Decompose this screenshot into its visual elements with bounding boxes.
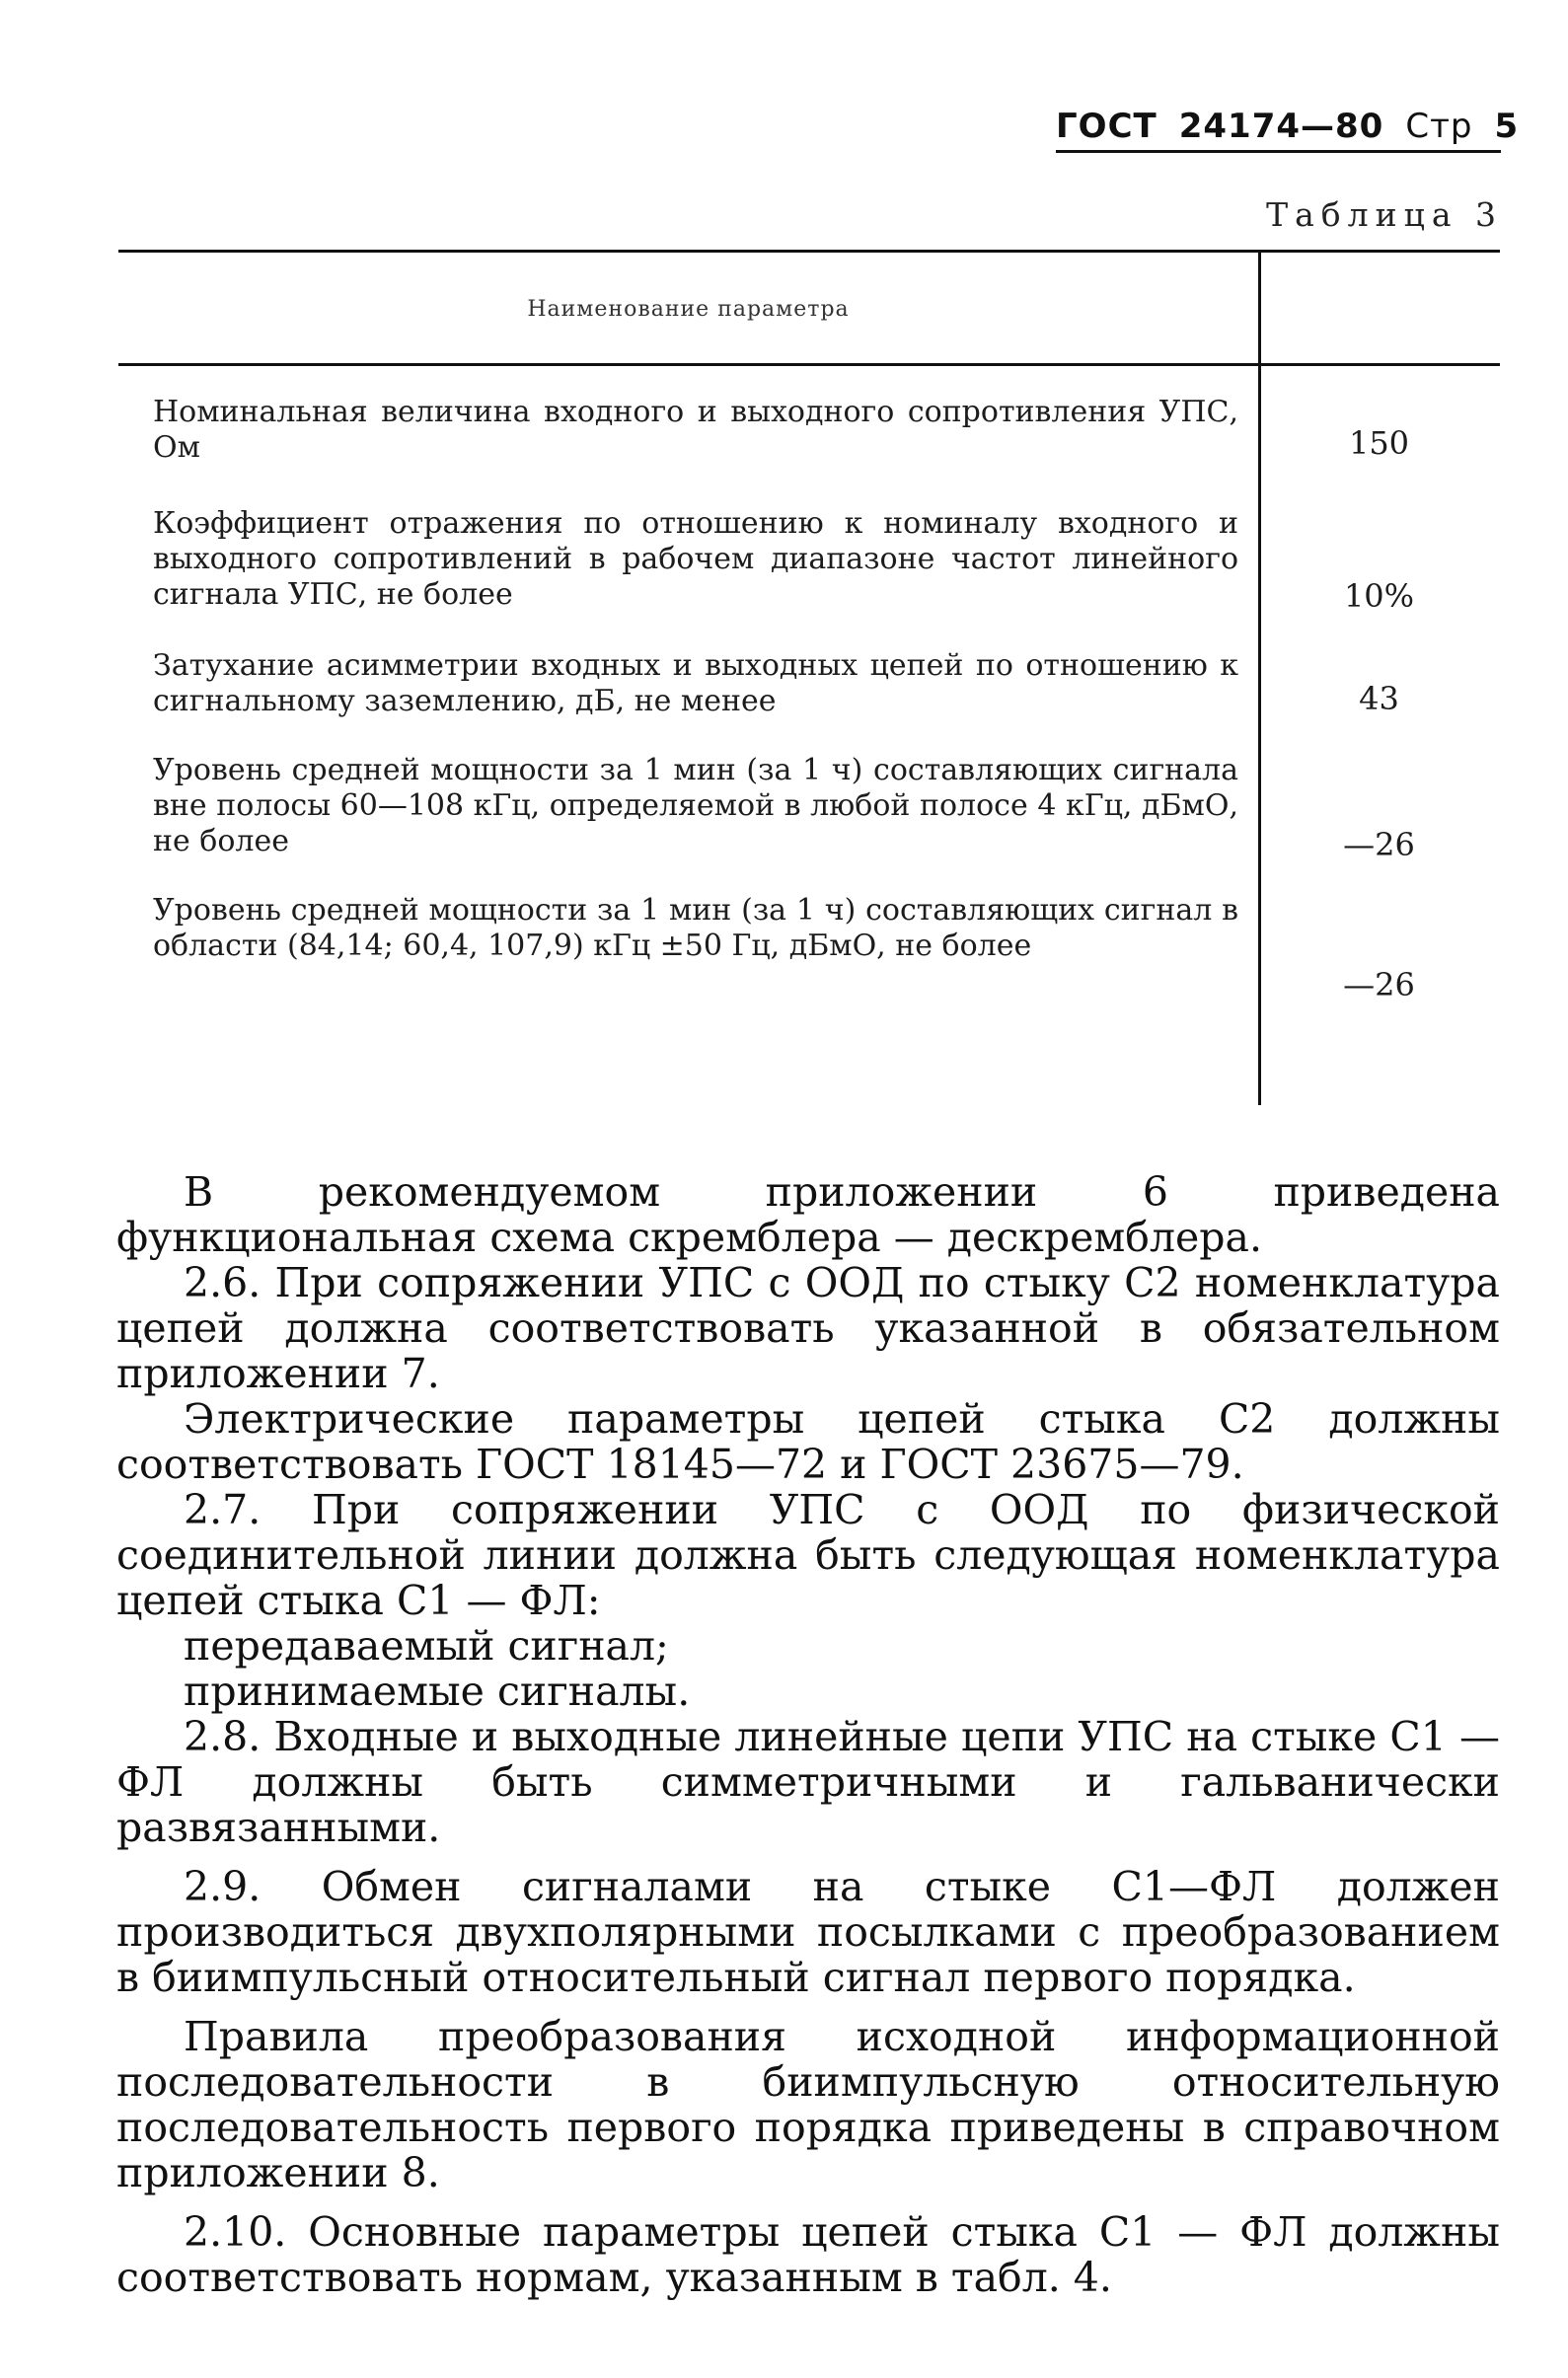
parameter-value: —26	[1343, 826, 1415, 863]
table-top-rule	[118, 250, 1500, 253]
table-header-rule	[118, 363, 1500, 366]
parameter-name: Уровень средней мощности за 1 мин (за 1 ч) составляющих сигнала вне полосы 60—108 кГц, определяемой в любой полосе 4 кГц, дБмО, не более	[153, 753, 1238, 858]
standard-number: 24174—80	[1178, 107, 1384, 146]
paragraph: 2.6. При сопряжении УПС с ООД по стыку С2 номенклатура цепей должна соответствовать указанной в обязательном приложении 7.	[116, 1259, 1500, 1397]
paragraph: Правила преобразования исходной информационной последовательности в биимпульсную относительную последовательность первого порядка приведены в справочном приложении 8.	[116, 2013, 1500, 2196]
parameters-table	[118, 250, 1500, 1105]
page-number: 5	[1494, 107, 1520, 146]
paragraph: 2.9. Обмен сигналами на стыке С1—ФЛ должен производиться двухполярными посылками с преобразованием в биимпульсный относительный сигнал первого порядка.	[116, 1863, 1500, 2001]
paragraph: Электрические параметры цепей стыка С2 должны соответствовать ГОСТ 18145—72 и ГОСТ 23675—79.	[116, 1395, 1500, 1488]
paragraph: передаваемый сигнал;	[184, 1622, 669, 1670]
column-header-parameter: Наименование параметра	[527, 297, 850, 322]
paragraph: 2.8. Входные и выходные линейные цепи УПС на стыке С1 — ФЛ должны быть симметричными и гальванически развязанными.	[116, 1713, 1500, 1851]
paragraph: принимаемые сигналы.	[184, 1668, 691, 1715]
page-label: Стр	[1405, 107, 1473, 146]
table-caption: Таблица 3	[1266, 195, 1503, 234]
parameter-name: Номинальная величина входного и выходного сопротивления УПС, Ом	[153, 395, 1238, 465]
parameter-name: Затухание асимметрии входных и выходных цепей по отношению к сигнальному заземлению, дБ, не менее	[153, 648, 1238, 718]
parameter-value: —26	[1343, 966, 1415, 1003]
parameter-value: 10%	[1343, 577, 1415, 615]
paragraph: 2.10. Основные параметры цепей стыка С1 — ФЛ должны соответствовать нормам, указанным в табл. 4.	[116, 2208, 1500, 2301]
paragraph: 2.7. При сопряжении УПС с ООД по физической соединительной линии должна быть следующая номенклатура цепей стыка С1 — ФЛ:	[116, 1486, 1500, 1624]
parameter-name: Коэффициент отражения по отношению к номиналу входного и выходного сопротивлений в рабочем диапазоне частот линейного сигнала УПС, не более	[153, 506, 1238, 612]
parameter-value: 43	[1359, 680, 1399, 717]
parameter-value: 150	[1348, 424, 1410, 462]
paragraph: В рекомендуемом приложении 6 приведена функциональная схема скремблера — дескремблера.	[116, 1168, 1500, 1261]
table-column-divider	[1258, 250, 1261, 1105]
standard-label: ГОСТ	[1056, 107, 1157, 146]
body-text	[116, 1169, 1500, 2300]
page-header	[1056, 107, 1520, 153]
parameter-name: Уровень средней мощности за 1 мин (за 1 ч) составляющих сигнал в области (84,14; 60,4, 107,9) кГц ±50 Гц, дБмО, не более	[153, 893, 1238, 963]
